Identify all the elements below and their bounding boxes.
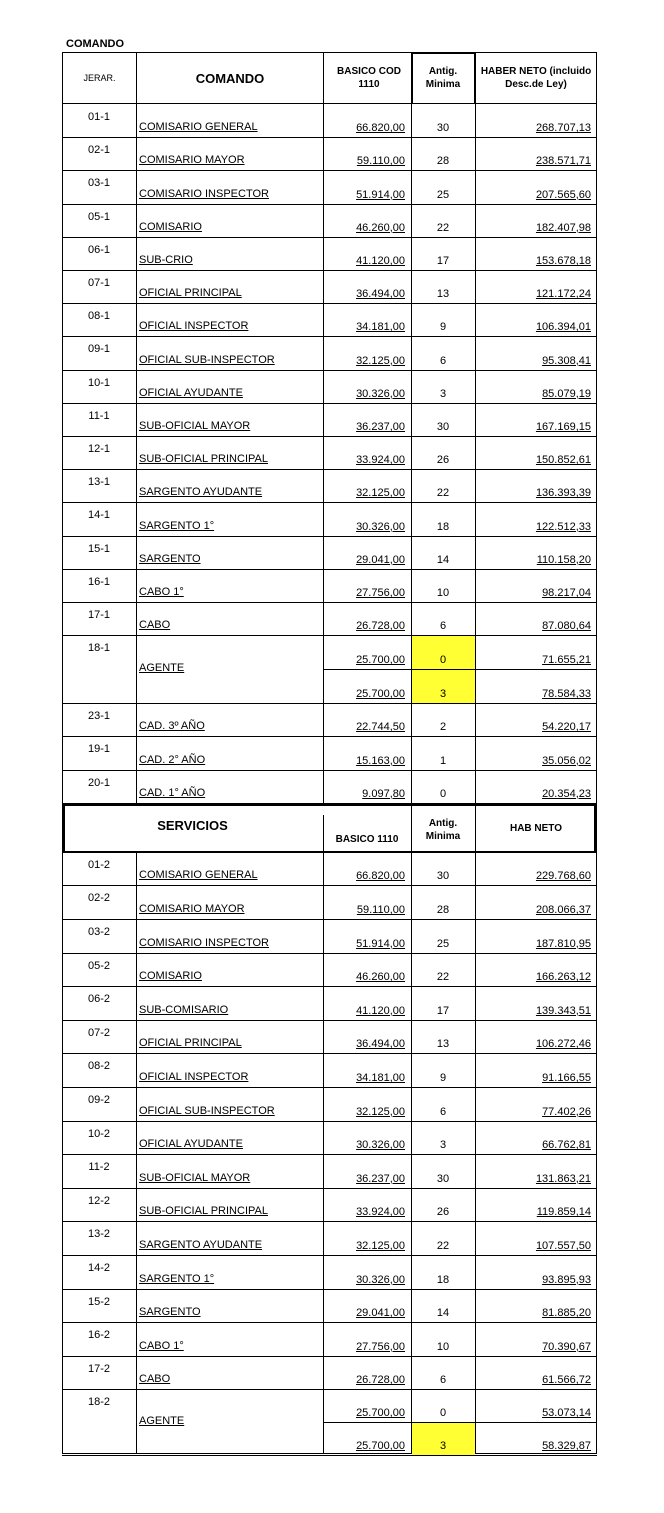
rank-code: 20-1 bbox=[87, 776, 111, 789]
basico-value: 27.756,00 bbox=[356, 1340, 405, 1353]
row-line bbox=[62, 536, 597, 537]
rank-name: CAD. 2° AÑO bbox=[139, 753, 206, 766]
basico-value: 46.260,00 bbox=[356, 221, 405, 234]
column-line bbox=[411, 852, 412, 1454]
rank-name: OFICIAL PRINCIPAL bbox=[139, 287, 242, 300]
row-line bbox=[62, 770, 597, 771]
rank-name: OFICIAL INSPECTOR bbox=[139, 1071, 249, 1083]
row-line bbox=[62, 469, 597, 470]
basico-value: 25.700,00 bbox=[356, 1407, 405, 1420]
basico-value: 30.326,00 bbox=[356, 520, 405, 533]
haber-neto-value: 93.895,93 bbox=[542, 1273, 591, 1286]
haber-neto-value: 153.678,18 bbox=[535, 255, 591, 267]
haber-neto-value: 85.079,19 bbox=[542, 387, 591, 400]
haber-neto-value: 95.308,41 bbox=[542, 354, 591, 367]
basico-value: 26.728,00 bbox=[356, 1374, 405, 1387]
row-line bbox=[62, 1154, 597, 1155]
haber-neto-value: 106.272,46 bbox=[535, 1038, 591, 1051]
rank-name: SARGENTO bbox=[139, 552, 201, 565]
rank-code: 06-2 bbox=[87, 993, 111, 1006]
rank-code: 15-2 bbox=[87, 1295, 111, 1308]
rank-name: SUB-CRIO bbox=[139, 254, 193, 266]
haber-neto-value: 70.390,67 bbox=[542, 1340, 591, 1353]
antiguedad-value: 1 bbox=[439, 754, 447, 767]
row-line bbox=[62, 1356, 597, 1357]
rank-name: CABO 1° bbox=[139, 1339, 184, 1352]
row-line bbox=[62, 1087, 597, 1088]
rank-code: 17-2 bbox=[87, 1362, 111, 1375]
servicios-header-divider bbox=[411, 803, 412, 852]
haber-neto-value: 166.263,12 bbox=[535, 971, 591, 984]
antiguedad-value: 0 bbox=[439, 787, 447, 800]
rank-name: COMISARIO bbox=[139, 220, 202, 233]
row-line bbox=[62, 1389, 597, 1390]
column-line bbox=[475, 852, 476, 1454]
rank-code: 17-1 bbox=[87, 609, 111, 621]
antiguedad-value: 10 bbox=[436, 1340, 450, 1353]
row-line bbox=[62, 569, 597, 570]
antiguedad-value: 6 bbox=[439, 1105, 447, 1118]
rank-code: 08-1 bbox=[87, 310, 111, 323]
haber-neto-value: 53.073,14 bbox=[542, 1407, 591, 1420]
rank-code: 10-1 bbox=[87, 376, 111, 389]
rank-name: OFICIAL AYUDANTE bbox=[139, 386, 243, 399]
rank-code: 07-2 bbox=[87, 1026, 111, 1039]
rank-code: 10-2 bbox=[87, 1127, 111, 1140]
haber-neto-value: 119.859,14 bbox=[536, 1206, 591, 1219]
haber-neto-value: 20.354,23 bbox=[542, 787, 591, 800]
row-line bbox=[62, 270, 597, 271]
antiguedad-value: 30 bbox=[436, 421, 450, 433]
antiguedad-value: 9 bbox=[439, 321, 447, 334]
basico-value: 66.820,00 bbox=[356, 870, 405, 883]
basico-value: 22.744,50 bbox=[356, 721, 405, 734]
antiguedad-value: 28 bbox=[436, 904, 450, 916]
row-line bbox=[62, 1053, 597, 1054]
antiguedad-value: 30 bbox=[436, 870, 450, 883]
rank-code: 09-2 bbox=[87, 1094, 111, 1106]
rank-name: COMISARIO GENERAL bbox=[139, 121, 258, 134]
basico-value: 27.756,00 bbox=[356, 587, 405, 599]
antiguedad-value: 3 bbox=[439, 1440, 447, 1453]
rank-name: CABO 1° bbox=[139, 586, 184, 598]
rank-name: SARGENTO AYUDANTE bbox=[139, 486, 263, 499]
haber-neto-value: 98.217,04 bbox=[542, 587, 591, 599]
row-line bbox=[62, 1322, 597, 1323]
row-line bbox=[62, 403, 597, 404]
rank-name: COMISARIO bbox=[139, 970, 202, 983]
rank-name: SUB-OFICIAL MAYOR bbox=[139, 420, 251, 432]
rank-name: COMISARIO GENERAL bbox=[139, 869, 258, 882]
column-line bbox=[475, 52, 476, 803]
basico-value: 51.914,00 bbox=[356, 937, 405, 950]
antiguedad-value: 3 bbox=[439, 387, 447, 400]
basico-value: 25.700,00 bbox=[356, 1440, 405, 1453]
rank-name: OFICIAL SUB-INSPECTOR bbox=[139, 353, 275, 366]
column-line bbox=[136, 52, 137, 803]
rank-name: SARGENTO bbox=[139, 1306, 201, 1319]
rank-name: SUB-OFICIAL PRINCIPAL bbox=[139, 1205, 268, 1218]
rank-name: SARGENTO 1° bbox=[139, 519, 215, 532]
haber-neto-value: 167.169,15 bbox=[535, 421, 591, 433]
antiguedad-value: 0 bbox=[439, 1407, 447, 1420]
basico-value: 30.326,00 bbox=[356, 1139, 405, 1152]
rank-code: 05-2 bbox=[87, 959, 111, 972]
antiguedad-value: 22 bbox=[436, 487, 450, 500]
haber-neto-value: 77.402,26 bbox=[542, 1105, 591, 1118]
haber-neto-value: 87.080,64 bbox=[542, 620, 591, 633]
haber-neto-value: 107.557,50 bbox=[535, 1240, 591, 1252]
haber-neto-value: 182.407,98 bbox=[535, 221, 591, 234]
antiguedad-value: 6 bbox=[439, 1374, 447, 1387]
antiguedad-value: 14 bbox=[436, 553, 450, 566]
haber-neto-value: 71.655,21 bbox=[542, 654, 591, 667]
page-caption: COMANDO bbox=[66, 38, 125, 50]
table-right-line bbox=[596, 52, 597, 1454]
row-line bbox=[62, 703, 597, 704]
haber-neto-value: 78.584,33 bbox=[542, 688, 591, 701]
haber-neto-value: 122.512,33 bbox=[535, 520, 591, 533]
servicios-header-right bbox=[594, 803, 597, 852]
basico-value: 51.914,00 bbox=[356, 188, 405, 201]
column-line bbox=[323, 52, 324, 803]
servicios-header-bottom bbox=[62, 851, 597, 853]
basico-value: 41.120,00 bbox=[356, 255, 405, 267]
haber-neto-value: 136.393,39 bbox=[535, 487, 591, 500]
rank-code: 01-2 bbox=[87, 858, 111, 871]
antiguedad-value: 10 bbox=[436, 587, 450, 599]
antiguedad-value: 2 bbox=[439, 721, 447, 734]
antiguedad-value: 6 bbox=[439, 354, 447, 367]
servicios-header-left bbox=[62, 803, 65, 852]
header-bottom-line bbox=[62, 103, 597, 104]
antiguedad-value: 6 bbox=[439, 620, 447, 633]
row-line bbox=[62, 303, 597, 304]
rank-name: OFICIAL AYUDANTE bbox=[139, 1138, 243, 1151]
row-line bbox=[62, 919, 597, 920]
antiguedad-value: 26 bbox=[436, 1206, 450, 1219]
basico-value: 36.494,00 bbox=[356, 288, 405, 301]
rank-code: 13-2 bbox=[87, 1228, 111, 1241]
servicios-header-haber-neto: HAB NETO bbox=[509, 822, 563, 834]
basico-value: 15.163,00 bbox=[356, 754, 405, 767]
header-haber-neto: HABER NETO (incluido Desc.de Ley) bbox=[480, 66, 592, 90]
agent-split-line bbox=[323, 669, 597, 670]
antiguedad-value: 22 bbox=[436, 221, 450, 234]
rank-name: OFICIAL INSPECTOR bbox=[139, 320, 249, 333]
rank-code: 12-1 bbox=[87, 443, 111, 455]
haber-neto-value: 229.768,60 bbox=[535, 870, 591, 883]
basico-value: 32.125,00 bbox=[356, 1240, 405, 1252]
salary-table bbox=[62, 52, 597, 1454]
row-line bbox=[62, 1221, 597, 1222]
rank-name: OFICIAL SUB-INSPECTOR bbox=[139, 1104, 275, 1117]
haber-neto-value: 208.066,37 bbox=[535, 904, 591, 916]
rank-code: 09-1 bbox=[87, 343, 111, 356]
rank-code: 12-2 bbox=[87, 1194, 111, 1207]
haber-neto-value: 61.566,72 bbox=[542, 1374, 591, 1387]
haber-neto-value: 106.394,01 bbox=[535, 321, 591, 334]
rank-name: CABO bbox=[139, 619, 171, 632]
rank-name: CAD. 1° AÑO bbox=[139, 786, 206, 799]
rank-code: 11-1 bbox=[88, 409, 110, 422]
basico-value: 32.125,00 bbox=[356, 487, 405, 500]
servicios-header-top bbox=[62, 803, 597, 806]
basico-value: 25.700,00 bbox=[356, 688, 405, 701]
basico-value: 36.494,00 bbox=[356, 1038, 405, 1051]
basico-value: 33.924,00 bbox=[356, 1206, 405, 1219]
antiguedad-value: 22 bbox=[436, 1240, 450, 1252]
rank-name: AGENTE bbox=[139, 662, 185, 675]
rank-name: SUB-OFICIAL PRINCIPAL bbox=[139, 453, 268, 466]
rank-code: 11-2 bbox=[88, 1161, 110, 1174]
header-antiguedad: Antig. Minima bbox=[425, 66, 461, 90]
row-line bbox=[62, 1455, 597, 1456]
antiguedad-value: 18 bbox=[436, 1273, 450, 1286]
servicios-header-basico: BASICO 1110 bbox=[335, 833, 399, 845]
row-line bbox=[62, 986, 597, 987]
header-basico: BASICO COD 1110 bbox=[337, 66, 401, 90]
row-line bbox=[62, 1020, 597, 1021]
antiguedad-value: 13 bbox=[436, 1038, 450, 1051]
haber-neto-value: 91.166,55 bbox=[542, 1072, 591, 1084]
row-line bbox=[62, 502, 597, 503]
antiguedad-value: 25 bbox=[436, 937, 450, 950]
row-line bbox=[62, 736, 597, 737]
haber-neto-value: 131.863,21 bbox=[535, 1172, 591, 1185]
antiguedad-value: 30 bbox=[436, 122, 450, 135]
servicios-header-antiguedad: Antig. Minima bbox=[425, 818, 461, 842]
column-line bbox=[411, 52, 412, 803]
row-line bbox=[62, 1255, 597, 1256]
row-line bbox=[62, 170, 597, 171]
basico-value: 29.041,00 bbox=[356, 553, 405, 566]
rank-code: 18-2 bbox=[87, 1396, 111, 1409]
haber-neto-value: 54.220,17 bbox=[542, 721, 591, 734]
haber-neto-value: 66.762,81 bbox=[542, 1139, 591, 1152]
rank-name: OFICIAL PRINCIPAL bbox=[139, 1037, 242, 1050]
row-line bbox=[62, 204, 597, 205]
haber-neto-value: 81.885,20 bbox=[542, 1307, 591, 1320]
haber-neto-value: 268.707,13 bbox=[535, 122, 591, 135]
basico-value: 46.260,00 bbox=[356, 971, 405, 984]
basico-value: 34.181,00 bbox=[356, 1072, 405, 1084]
rank-code: 15-1 bbox=[87, 542, 111, 555]
rank-code: 14-2 bbox=[87, 1262, 111, 1274]
rank-name: COMISARIO INSPECTOR bbox=[139, 936, 269, 949]
rank-code: 13-1 bbox=[87, 476, 111, 489]
row-line bbox=[62, 436, 597, 437]
antiguedad-value: 3 bbox=[439, 1139, 447, 1152]
antiguedad-value: 13 bbox=[436, 288, 450, 301]
antiguedad-value: 22 bbox=[436, 971, 450, 984]
basico-value: 59.110,00 bbox=[356, 904, 405, 916]
row-line bbox=[62, 137, 597, 138]
haber-neto-value: 58.329,87 bbox=[542, 1440, 591, 1453]
rank-code: 19-1 bbox=[87, 743, 111, 756]
column-line bbox=[323, 852, 324, 1454]
basico-value: 36.237,00 bbox=[356, 1172, 405, 1185]
antiguedad-value: 18 bbox=[436, 520, 450, 533]
rank-code: 07-1 bbox=[87, 277, 111, 289]
rank-code: 03-1 bbox=[87, 177, 111, 190]
rank-code: 02-2 bbox=[87, 892, 111, 905]
rank-name: COMISARIO MAYOR bbox=[139, 154, 245, 167]
antig-header-border bbox=[411, 52, 475, 54]
row-line bbox=[62, 635, 597, 636]
rank-name: AGENTE bbox=[139, 1415, 185, 1428]
rank-name: SUB-OFICIAL MAYOR bbox=[139, 1171, 251, 1184]
basico-value: 59.110,00 bbox=[356, 155, 405, 168]
antiguedad-value: 0 bbox=[439, 654, 447, 667]
row-line bbox=[62, 1188, 597, 1189]
header-jerarquia: JERAR. bbox=[83, 72, 116, 83]
basico-value: 32.125,00 bbox=[356, 354, 405, 367]
haber-neto-value: 139.343,51 bbox=[535, 1004, 591, 1017]
basico-value: 26.728,00 bbox=[356, 620, 405, 633]
row-line bbox=[62, 885, 597, 886]
row-line bbox=[62, 1121, 597, 1122]
haber-neto-value: 187.810,95 bbox=[535, 937, 591, 950]
rank-name: CABO bbox=[139, 1373, 171, 1386]
basico-value: 34.181,00 bbox=[356, 321, 405, 334]
rank-name: SUB-COMISARIO bbox=[139, 1003, 229, 1016]
rank-code: 05-1 bbox=[87, 210, 111, 223]
haber-neto-value: 150.852,61 bbox=[535, 454, 591, 467]
basico-value: 66.820,00 bbox=[356, 122, 405, 135]
servicios-header-divider bbox=[323, 815, 324, 852]
haber-neto-value: 121.172,24 bbox=[535, 288, 591, 301]
row-line bbox=[62, 602, 597, 603]
basico-value: 30.326,00 bbox=[356, 387, 405, 400]
rank-code: 23-1 bbox=[87, 710, 111, 723]
rank-code: 16-1 bbox=[87, 575, 111, 588]
rank-code: 03-2 bbox=[87, 926, 111, 938]
haber-neto-value: 110.158,20 bbox=[536, 553, 591, 566]
rank-code: 08-2 bbox=[87, 1060, 111, 1073]
row-line bbox=[62, 370, 597, 371]
haber-neto-value: 35.056,02 bbox=[542, 754, 591, 767]
servicios-header-divider bbox=[475, 803, 476, 852]
antiguedad-value: 9 bbox=[439, 1072, 447, 1084]
antiguedad-value: 17 bbox=[436, 1004, 450, 1017]
rank-code: 02-1 bbox=[87, 144, 111, 157]
antiguedad-value: 14 bbox=[436, 1307, 450, 1320]
rank-code: 18-1 bbox=[87, 642, 111, 655]
table-top-line bbox=[62, 52, 597, 53]
basico-value: 30.326,00 bbox=[356, 1273, 405, 1286]
rank-name: SARGENTO AYUDANTE bbox=[139, 1239, 263, 1251]
haber-neto-value: 207.565,60 bbox=[535, 188, 591, 201]
rank-code: 01-1 bbox=[87, 111, 111, 123]
rank-code: 14-1 bbox=[87, 509, 111, 522]
row-line bbox=[62, 237, 597, 238]
rank-code: 16-2 bbox=[87, 1329, 111, 1342]
antiguedad-value: 25 bbox=[436, 188, 450, 201]
antiguedad-value: 28 bbox=[436, 155, 450, 168]
column-line bbox=[136, 852, 137, 1454]
antiguedad-value: 3 bbox=[439, 688, 447, 701]
antiguedad-value: 30 bbox=[436, 1172, 450, 1185]
haber-neto-value: 238.571,71 bbox=[535, 155, 591, 168]
basico-value: 36.237,00 bbox=[356, 421, 405, 433]
header-comando: COMANDO bbox=[195, 70, 265, 86]
basico-value: 29.041,00 bbox=[356, 1307, 405, 1320]
basico-value: 32.125,00 bbox=[356, 1105, 405, 1118]
rank-name: SARGENTO 1° bbox=[139, 1272, 215, 1285]
basico-value: 9.097,80 bbox=[362, 787, 405, 800]
basico-value: 41.120,00 bbox=[356, 1004, 405, 1017]
rank-name: COMISARIO INSPECTOR bbox=[139, 187, 269, 200]
row-line bbox=[62, 1289, 597, 1290]
agent-split-line bbox=[323, 1422, 597, 1423]
basico-value: 25.700,00 bbox=[356, 654, 405, 667]
servicios-title: SERVICIOS bbox=[157, 817, 228, 833]
rank-name: COMISARIO MAYOR bbox=[139, 903, 245, 915]
row-line bbox=[62, 953, 597, 954]
rank-name: CAD. 3º AÑO bbox=[139, 720, 205, 733]
row-line bbox=[62, 336, 597, 337]
basico-value: 33.924,00 bbox=[356, 454, 405, 467]
rank-code: 06-1 bbox=[87, 243, 111, 256]
antiguedad-value: 17 bbox=[436, 255, 450, 267]
antiguedad-value: 26 bbox=[436, 454, 450, 467]
